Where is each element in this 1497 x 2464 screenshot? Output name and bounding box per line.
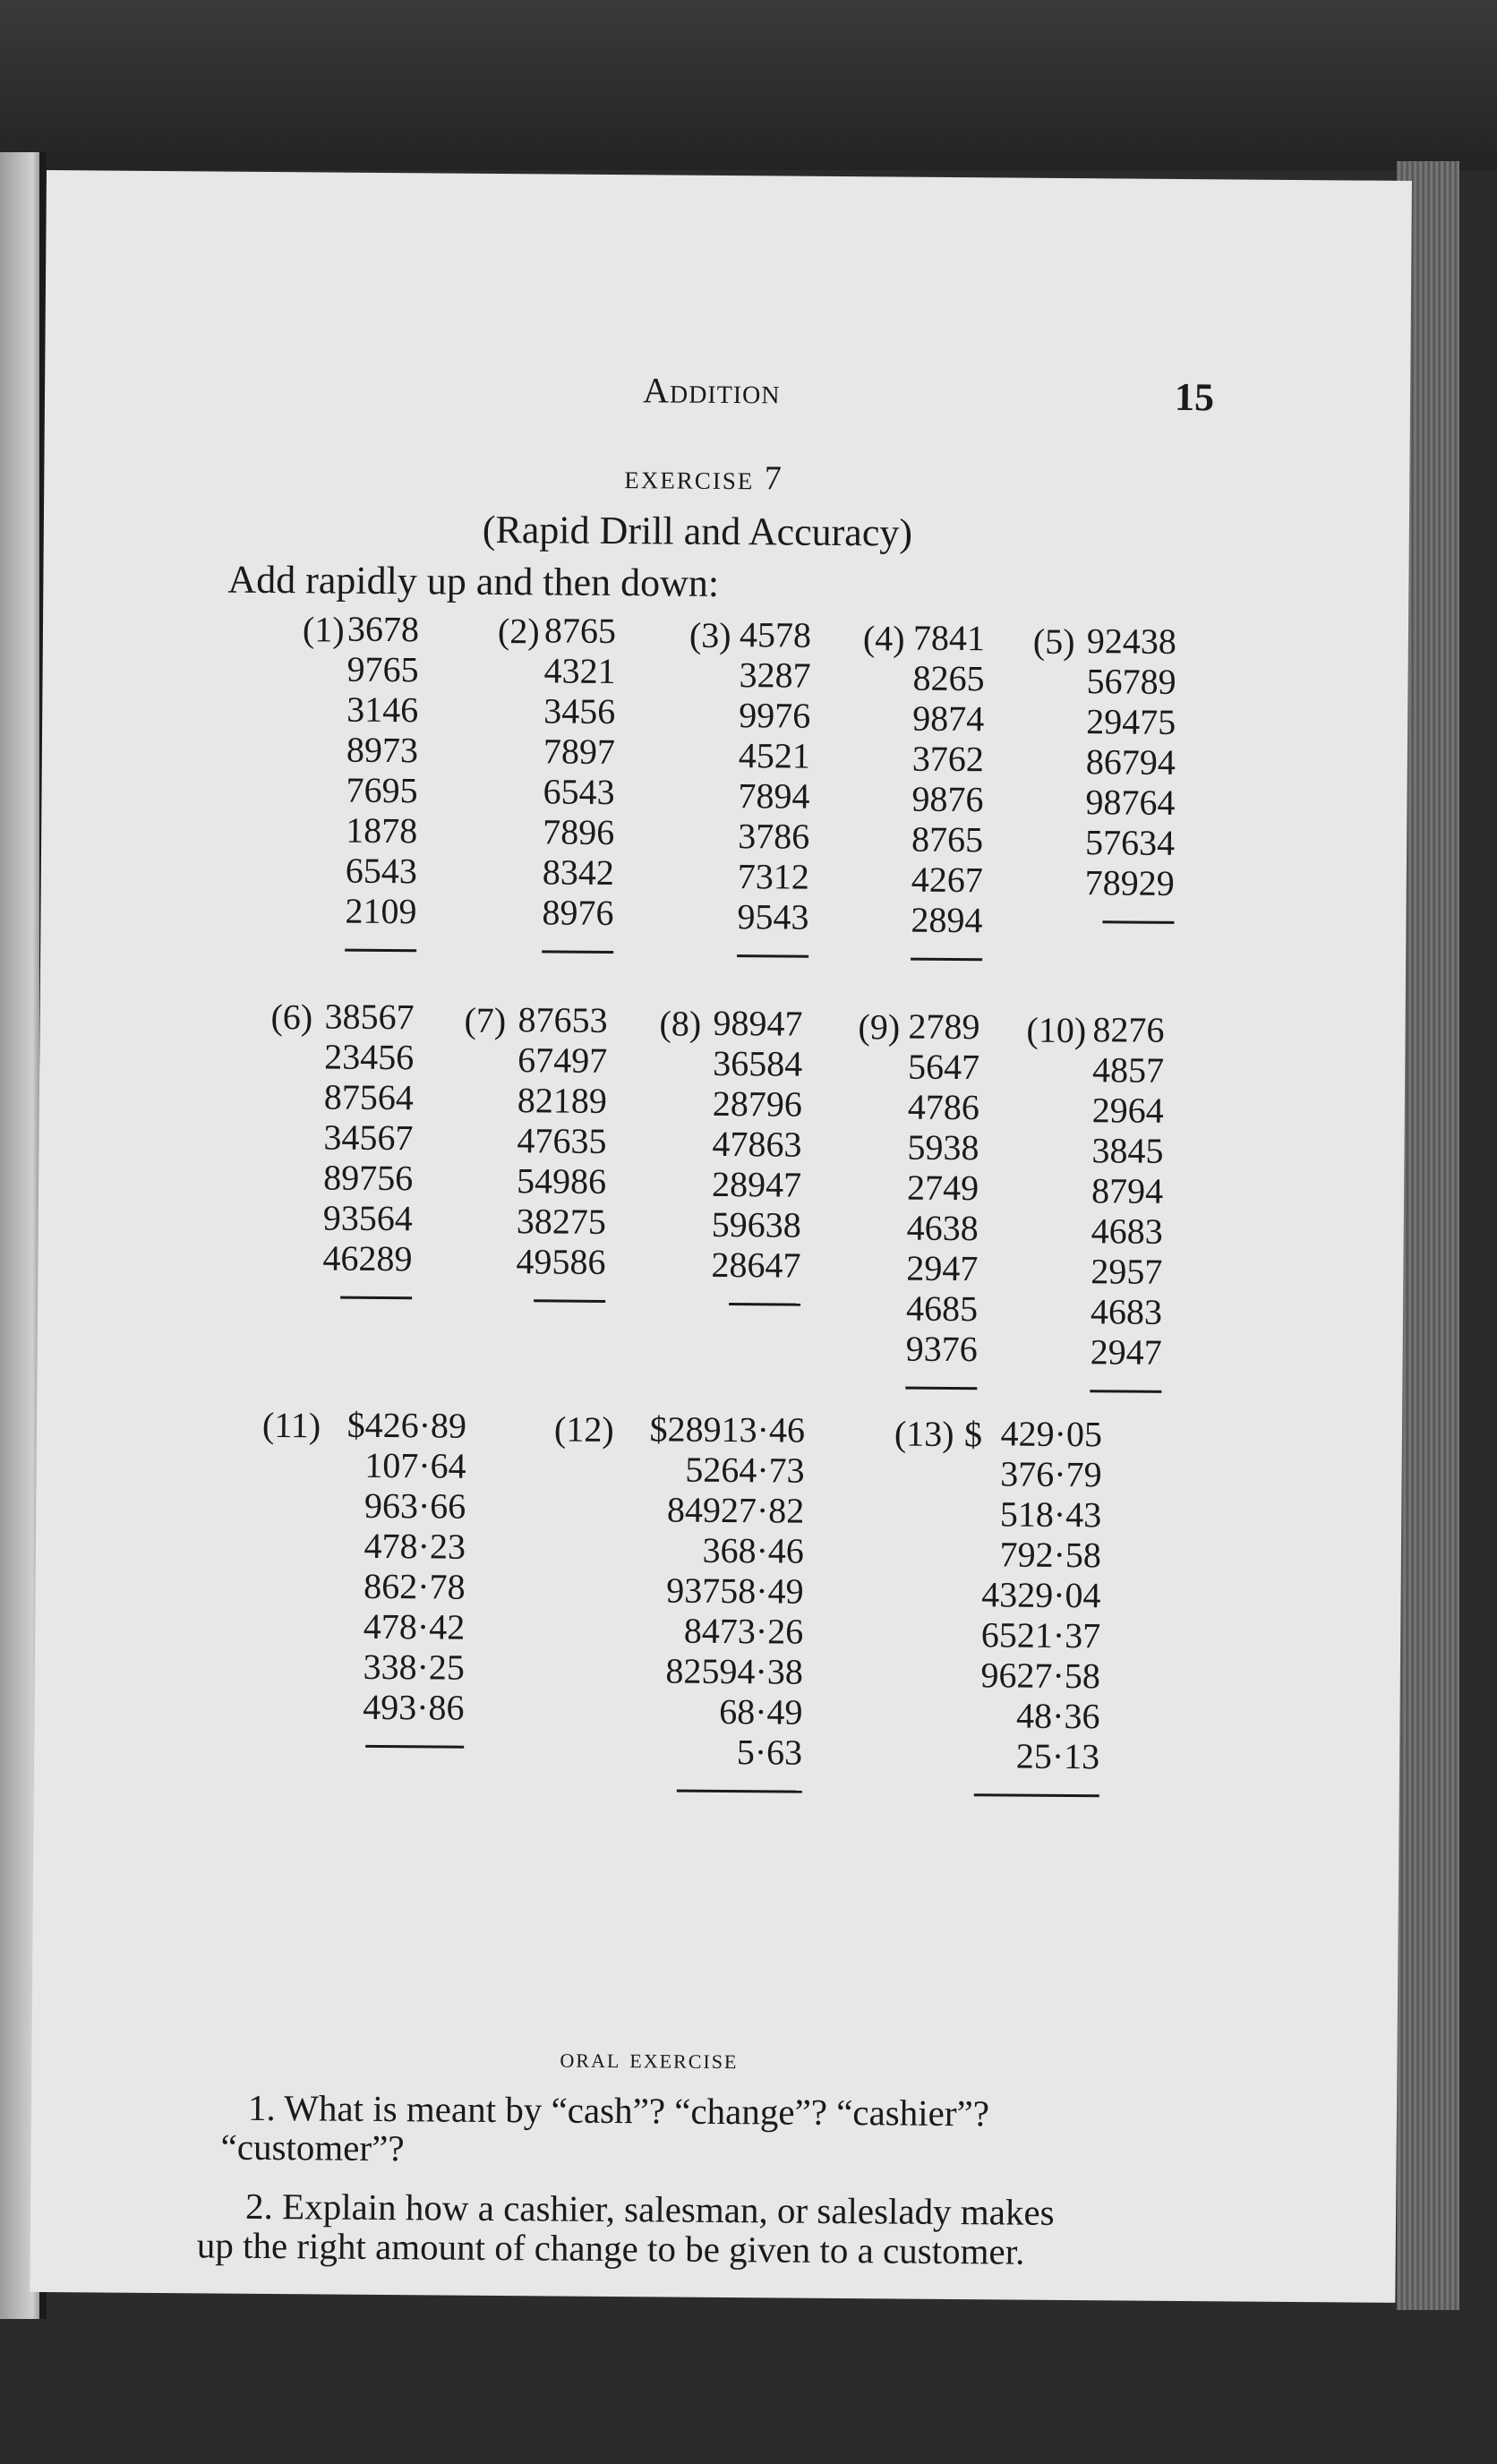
- running-header: Addition: [642, 370, 781, 412]
- problem-2-label: (2): [497, 610, 540, 652]
- addend-value: 2894: [911, 899, 983, 941]
- addend-value: 7897: [543, 731, 616, 773]
- addend-value: 38275: [516, 1201, 606, 1242]
- addend-value: 9876: [911, 778, 984, 820]
- addend-value: 8265: [912, 657, 985, 699]
- problem-9-label: (9): [858, 1006, 901, 1048]
- addend-value: 34567: [323, 1116, 414, 1159]
- addend-value: 36584: [713, 1042, 803, 1084]
- addend-value: 9765: [346, 648, 419, 690]
- problem-4-label: (4): [862, 618, 905, 659]
- addend-value: 5264·73: [685, 1449, 805, 1491]
- problem-10-label: (10): [1026, 1009, 1087, 1051]
- addend-value: 6543: [345, 850, 418, 892]
- addend-value: 7894: [738, 775, 810, 817]
- addend-value: 9627·58: [980, 1655, 1101, 1697]
- problem-6-sum-rule: [340, 1296, 412, 1300]
- addend-value: 92438: [1086, 620, 1177, 662]
- addend-value: 4329·04: [981, 1574, 1101, 1616]
- addend-value: 478·23: [364, 1525, 466, 1567]
- addend-value: 6543: [543, 771, 615, 813]
- addend-value: 4683: [1091, 1211, 1163, 1252]
- addend-value: 7312: [737, 856, 810, 897]
- addend-value: 9976: [739, 695, 811, 736]
- addend-value: 4786: [907, 1086, 979, 1128]
- addend-value: 4683: [1090, 1291, 1163, 1332]
- exercise-instruction: Add rapidly up and then down:: [227, 557, 720, 605]
- addend-value: 98764: [1085, 782, 1176, 823]
- addend-value: 87564: [323, 1076, 415, 1118]
- addend-value: 8794: [1091, 1170, 1164, 1211]
- book-page: [30, 170, 1412, 2303]
- problem-7-sum-rule: [534, 1299, 605, 1303]
- addend-value: 1878: [346, 809, 418, 851]
- problem-3-label: (3): [689, 614, 731, 656]
- oral-exercise-title: oral exercise: [560, 2040, 739, 2075]
- addend-value: 429·05: [1000, 1413, 1103, 1455]
- addend-value: 49586: [516, 1241, 606, 1282]
- addend-value: 8765: [911, 818, 984, 860]
- question-1-line-2: “customer”?: [220, 2126, 405, 2169]
- addend-value: 9376: [905, 1328, 978, 1370]
- addend-value: 98947: [713, 1002, 803, 1044]
- problem-13-sum-rule: [974, 1793, 1099, 1797]
- addend-value: 4685: [905, 1288, 979, 1330]
- problem-13-column: [831, 1412, 1102, 1776]
- problem-13-label: (13): [894, 1413, 954, 1455]
- problem-11-sum-rule: [365, 1745, 464, 1749]
- addend-value: 368·46: [702, 1529, 805, 1571]
- addend-value: 8473·26: [683, 1610, 804, 1652]
- question-1-line-1: 1. What is meant by “cash”? “change”? “cashier”?: [247, 2086, 990, 2135]
- problem-10-sum-rule: [1090, 1390, 1161, 1393]
- addend-value: 68·49: [718, 1690, 803, 1732]
- problem-2-sum-rule: [542, 950, 613, 954]
- addend-value: 5938: [907, 1126, 979, 1168]
- problem-11-label: (11): [261, 1404, 321, 1446]
- addend-value: 493·86: [363, 1686, 465, 1728]
- addend-value: 2957: [1091, 1251, 1163, 1292]
- addend-value: 4857: [1091, 1049, 1165, 1091]
- addend-value: 8973: [346, 729, 419, 771]
- addend-value: 5·63: [736, 1732, 803, 1773]
- addend-value: 67497: [518, 1040, 608, 1081]
- problem-8-label: (8): [659, 1003, 702, 1044]
- addend-value: 478·42: [363, 1605, 466, 1647]
- problem-6-label: (6): [270, 996, 313, 1038]
- addend-value: 4638: [906, 1207, 979, 1249]
- exercise-title: exercise 7: [624, 458, 784, 498]
- addend-value: 6521·37: [980, 1614, 1101, 1656]
- addend-value: 2964: [1091, 1090, 1164, 1131]
- addend-value: 86794: [1085, 741, 1176, 783]
- addend-value: 28947: [711, 1163, 802, 1205]
- addend-value: 82594·38: [665, 1650, 804, 1692]
- addend-value: 4267: [911, 859, 983, 901]
- addend-value: 2947: [1090, 1331, 1162, 1373]
- addend-value: 57634: [1084, 822, 1176, 863]
- addend-value: 862·78: [364, 1565, 466, 1607]
- addend-value: 8276: [1092, 1009, 1165, 1050]
- problem-5-sum-rule: [1102, 920, 1174, 924]
- question-2-line-1: 2. Explain how a cashier, salesman, or saleslady makes: [244, 2185, 1055, 2233]
- addend-value: $426·89: [346, 1404, 467, 1446]
- addend-value: 9874: [912, 697, 985, 740]
- problem-5-label: (5): [1032, 620, 1075, 663]
- addend-value: 2109: [345, 890, 417, 932]
- addend-value: 4578: [739, 614, 812, 655]
- addend-value: 56789: [1086, 661, 1176, 702]
- addend-value: 28796: [712, 1082, 803, 1125]
- addend-value: 3287: [739, 654, 811, 696]
- addend-value: 46289: [322, 1237, 413, 1279]
- question-2-line-2: up the right amount of change to be given to a customer.: [196, 2224, 1025, 2272]
- problem-3-sum-rule: [737, 954, 808, 958]
- addend-value: 518·43: [999, 1493, 1102, 1536]
- problem-1-label: (1): [302, 609, 345, 650]
- problem-5-column: [906, 620, 1176, 903]
- addend-value: 963·66: [364, 1484, 466, 1527]
- problem-13-currency-sign: $: [963, 1414, 983, 1455]
- addend-value: 792·58: [999, 1534, 1102, 1576]
- problem-11-column: [195, 1403, 466, 1727]
- addend-value: 3456: [543, 690, 616, 732]
- addend-value: 59638: [711, 1203, 801, 1245]
- addend-value: 3845: [1091, 1130, 1164, 1171]
- addend-value: 4321: [543, 650, 616, 692]
- addend-value: 2749: [906, 1167, 979, 1209]
- problem-12-sum-rule: [677, 1790, 802, 1793]
- problem-10-column: [894, 1007, 1165, 1372]
- addend-value: 25·13: [1015, 1735, 1100, 1777]
- addend-value: 78929: [1084, 862, 1175, 903]
- addend-value: 376·79: [1000, 1453, 1102, 1495]
- problem-12-label: (12): [553, 1408, 614, 1450]
- addend-value: 93564: [322, 1197, 413, 1239]
- background-top: [0, 0, 1497, 170]
- addend-value: 47635: [517, 1120, 607, 1161]
- addend-value: 3678: [346, 608, 420, 650]
- addend-value: 89756: [322, 1157, 414, 1199]
- addend-value: 93758·49: [666, 1570, 804, 1612]
- addend-value: 7841: [912, 617, 986, 659]
- addend-value: 107·64: [364, 1444, 466, 1486]
- addend-value: 84927·82: [666, 1489, 805, 1531]
- addend-value: 4521: [738, 735, 811, 776]
- addend-value: 2947: [906, 1247, 979, 1289]
- addend-value: 54986: [516, 1160, 607, 1202]
- addend-value: 8976: [542, 892, 614, 934]
- addend-value: 2789: [908, 1005, 980, 1048]
- problem-1-sum-rule: [345, 949, 416, 953]
- addend-value: 8765: [543, 610, 617, 652]
- addend-value: 8342: [542, 851, 615, 894]
- exercise-subtitle: (Rapid Drill and Accuracy): [482, 507, 913, 555]
- page-number: 15: [1174, 374, 1215, 420]
- addend-value: 3786: [738, 816, 810, 857]
- addend-value: 48·36: [1015, 1695, 1100, 1737]
- addend-value: 38567: [324, 996, 415, 1038]
- addend-value: 7896: [543, 811, 615, 853]
- addend-value: 3146: [346, 689, 419, 731]
- addend-value: 82189: [517, 1080, 608, 1121]
- problem-12-column: [534, 1407, 805, 1772]
- addend-value: 9543: [737, 896, 809, 937]
- addend-value: 29475: [1086, 701, 1176, 742]
- addend-value: $28913·46: [649, 1408, 806, 1450]
- addend-value: 47863: [712, 1123, 802, 1165]
- addend-value: 28647: [711, 1244, 801, 1286]
- problem-9-sum-rule: [905, 1387, 977, 1390]
- addend-value: 3762: [911, 738, 985, 780]
- problem-7-label: (7): [464, 999, 507, 1041]
- problem-4-sum-rule: [911, 958, 982, 962]
- addend-value: 7695: [346, 769, 418, 811]
- addend-value: 5647: [907, 1046, 980, 1088]
- addend-value: 338·25: [363, 1646, 466, 1688]
- addend-value: 23456: [324, 1036, 415, 1078]
- addend-value: 87653: [518, 999, 608, 1040]
